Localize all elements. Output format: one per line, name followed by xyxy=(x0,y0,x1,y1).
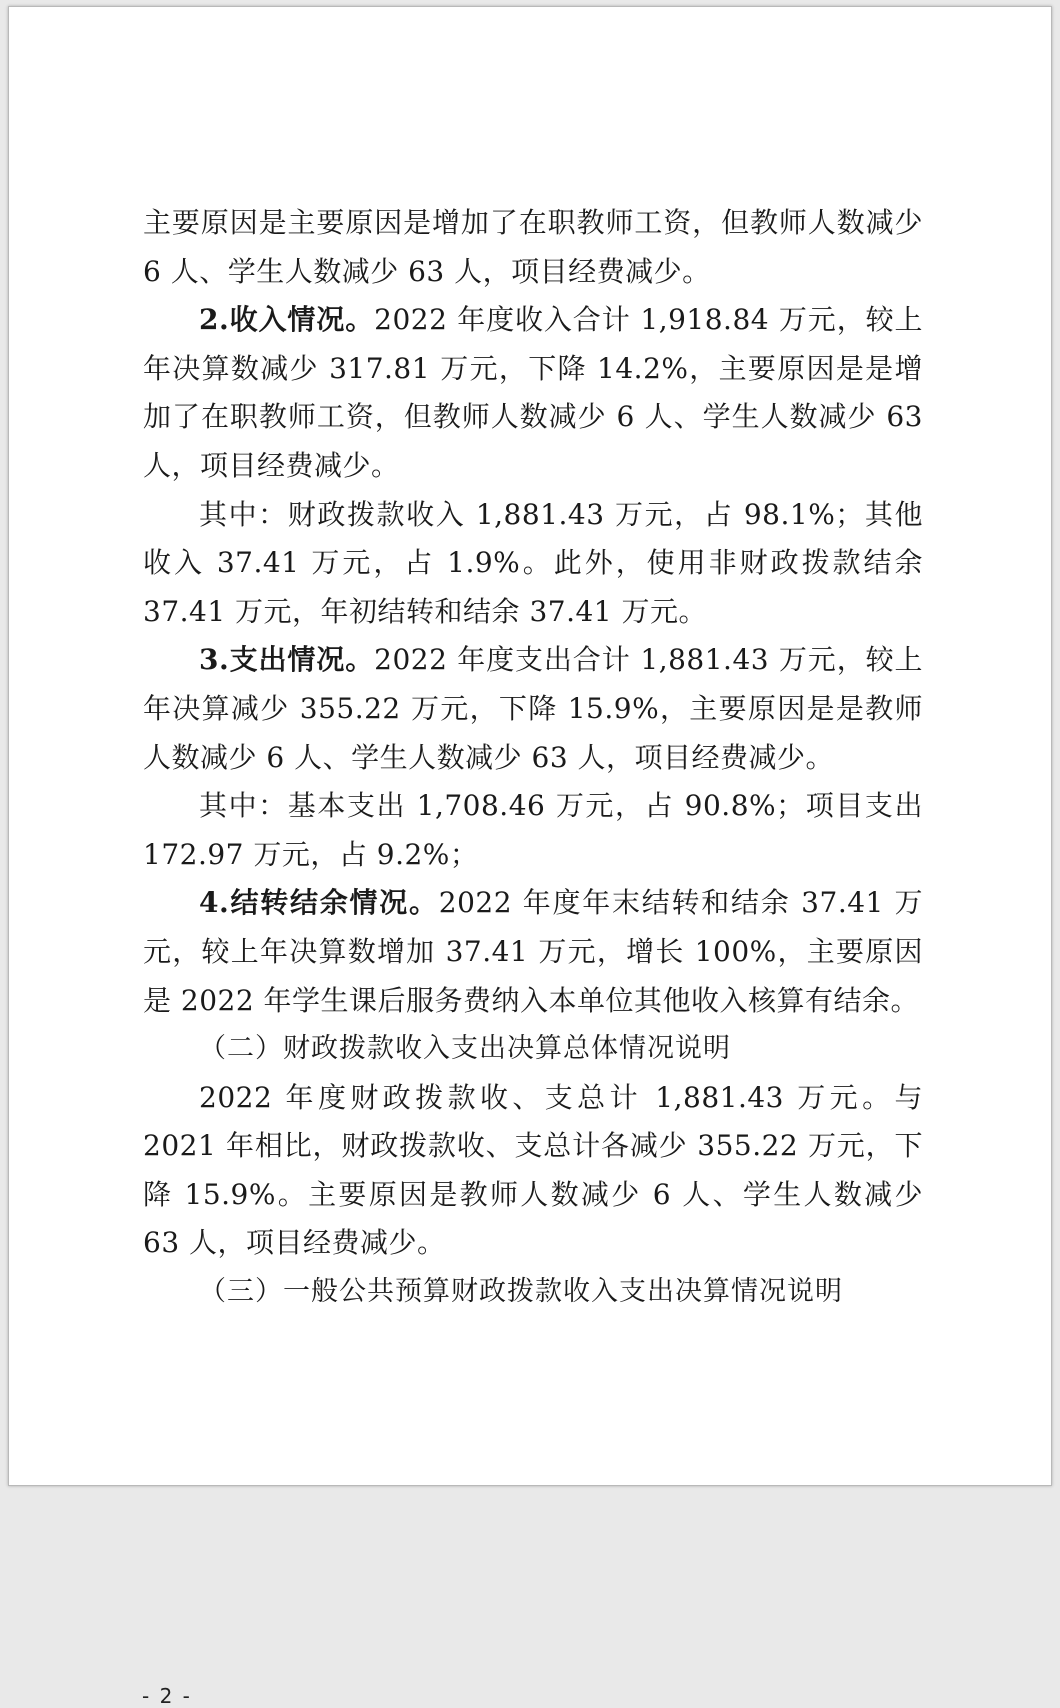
paragraph-lead: 3.支出情况。 xyxy=(199,643,375,677)
section-heading-3: （三）一般公共预算财政拨款收入支出决算情况说明 xyxy=(199,1276,843,1308)
document-page xyxy=(8,6,1052,1708)
paragraph-text: 2022 年度支出合计 1,881.43 万元，较上年决算减少 355.22 万元，下降 15.9%，主要原因是是教师人数减少 6 人、学生人数减少 63 人，项目经费减少。 xyxy=(143,643,923,774)
page-body xyxy=(143,199,923,1317)
paragraph-fiscal-total xyxy=(143,1074,923,1268)
paragraph-reason-summary xyxy=(143,199,923,296)
paragraph-expenditure xyxy=(143,636,923,782)
paragraph-text: 其中：财政拨款收入 1,881.43 万元，占 98.1%；其他收入 37.41 万元，占 1.9%。此外，使用非财政拨款结余 37.41 万元，年初结转和结余 37.41 万元。 xyxy=(143,497,923,628)
paragraph-text: 2022 年度年末结转和结余 37.41 万元，较上年决算数增加 37.41 万元，增长 100%，主要原因是 2022 年学生课后服务费纳入本单位其他收入核算有结余。 xyxy=(143,886,923,1017)
paragraph-income xyxy=(143,296,923,490)
paragraph-text: 主要原因是主要原因是增加了在职教师工资，但教师人数减少 6 人、学生人数减少 63 人，项目经费减少。 xyxy=(143,206,923,288)
paragraph-carryover xyxy=(143,879,923,1025)
paragraph-expenditure-breakdown xyxy=(143,782,923,879)
paragraph-lead: 4.结转结余情况。 xyxy=(199,886,439,920)
page-number: - 2 - xyxy=(142,1684,192,1708)
paragraph-text: 2022 年度收入合计 1,918.84 万元，较上年决算数减少 317.81 万元，下降 14.2%，主要原因是是增加了在职教师工资，但教师人数减少 6 人、学生人数减少 63 人，项目经费减少。 xyxy=(143,303,923,482)
paragraph-lead: 2.收入情况。 xyxy=(199,303,375,337)
section-heading-2: （二）财政拨款收入支出决算总体情况说明 xyxy=(199,1033,731,1065)
paragraph-income-breakdown xyxy=(143,491,923,637)
paragraph-text: 2022 年度财政拨款收、支总计 1,881.43 万元。与 2021 年相比，财政拨款收、支总计各减少 355.22 万元，下降 15.9%。主要原因是教师人数减少 6 人、学生人数减少 63 人，项目经费减少。 xyxy=(143,1080,923,1260)
paragraph-text: 其中：基本支出 1,708.46 万元，占 90.8%；项目支出 172.97 万元，占 9.2%； xyxy=(143,789,923,871)
